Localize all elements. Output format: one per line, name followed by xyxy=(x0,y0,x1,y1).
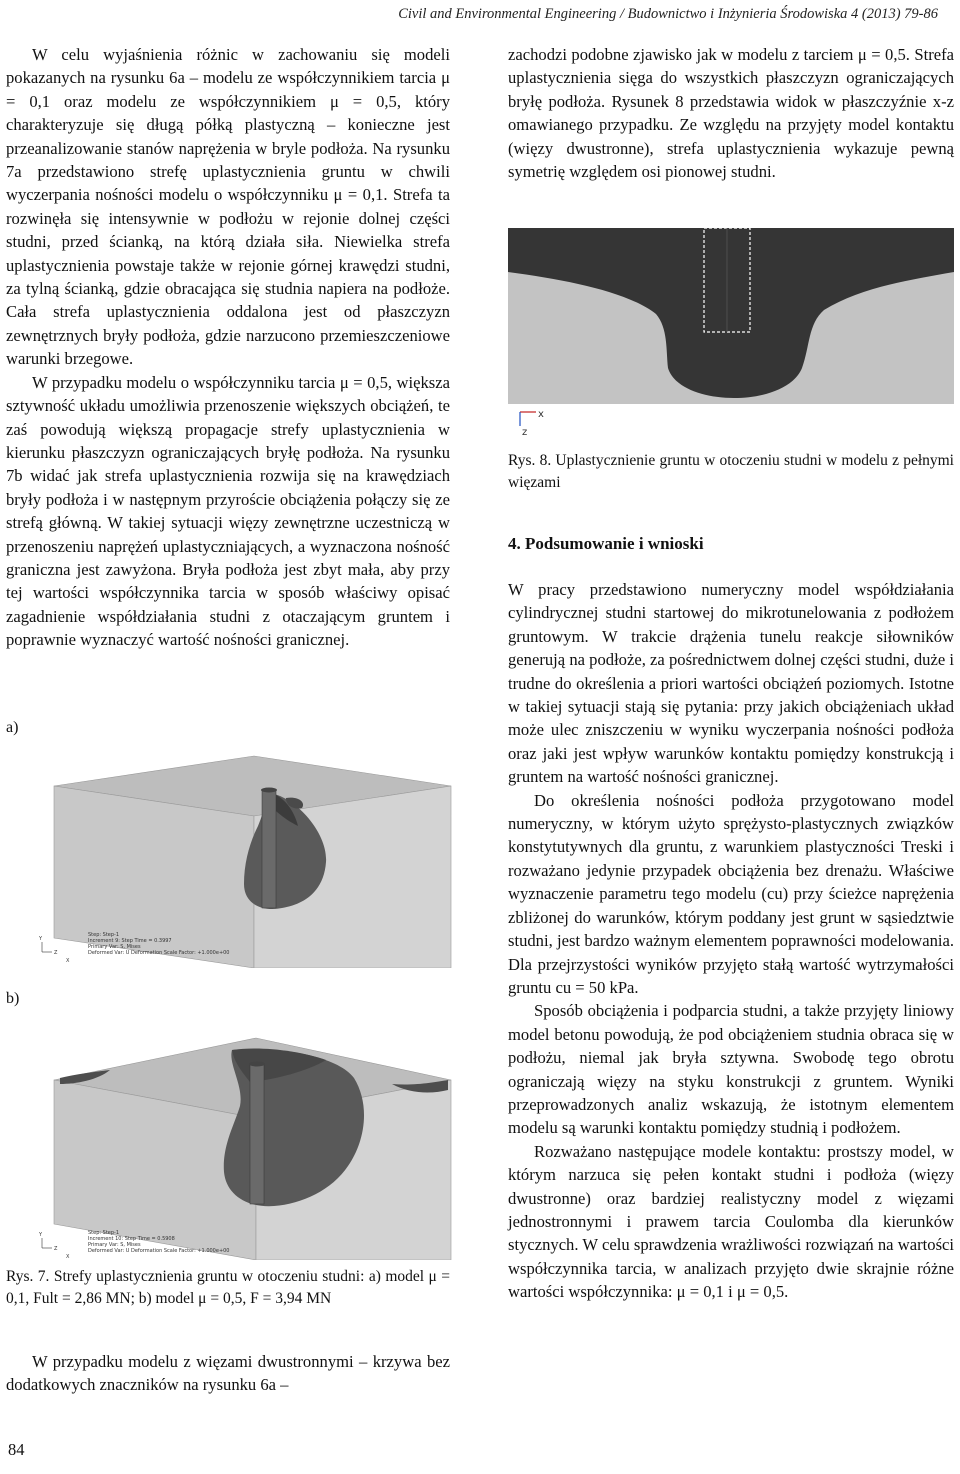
left-column-text xyxy=(6,43,450,652)
journal-header: Civil and Environmental Engineering / Budownictwo i Inżynieria Środowiska 4 (2013) 79-86 xyxy=(398,6,938,22)
figure-7-caption: Rys. 7. Strefy uplastycznienia gruntu w otoczeniu studni: a) model μ = 0,1, Fult = 2,86 MN; b) model μ = 0,5, F = 3,94 MN xyxy=(6,1268,450,1307)
svg-text:Step: Step-1: Step: Step-1 xyxy=(88,932,120,938)
page-number: 84 xyxy=(8,1440,25,1459)
svg-text:Deformed Var: U Deformation S: Deformed Var: U Deformation Scale Factor: +1.000e+00 xyxy=(88,1248,230,1254)
svg-text:Z: Z xyxy=(54,950,58,956)
svg-text:X: X xyxy=(66,958,70,964)
svg-text:Y: Y xyxy=(39,936,43,942)
paragraph: Do określenia nośności podłoża przygotowano model numeryczny, w którym użyto sprężysto-plastycznych związków konstytutywnych dla gruntu, z warunkiem plastyczności Treski i rozważano jedynie przypadek obciążenia bez drenażu. Właściwe wyznaczenie parametru tego modelu (cu) przy ścieżce naprężenia zbliżonej do warunków, którym poddany jest grunt w sąsiedztwie studni, jest bardzo ważnym elementem poprawności modelowania. Dla przejrzystości wyników przyjęto stałą wartość wytrzymałości gruntu cu = 50 kPa. xyxy=(508,790,954,997)
paragraph: W przypadku modelu o współczynniku tarcia μ = 0,5, większa sztywność układu umożliwia przenoszenie większych obciążeń, te zaś powodują większą propagacje strefy uplastycznienia w kierunku płaszczyzn ograniczających bryłę podłoża. Na rysunku 7b widać jak strefa uplastycznienia rozwija się na krawędziach bryły podłoża i w następnym przyroście obciążenia połączy się ze strefą główną. W takiej sytuacji więzy zewnętrzne uczestniczą w przenoszeniu naprężeń uplastyczniających, a wyznaczona nośność graniczna jest zawyżona. Bryła podłoża jest zbyt mała, aby przy tej wartości współczynnika tarcia w sposób właściwy opisać zagadnienie współdziałania studni z otaczającym gruntem i poprawnie wyznaczyć wartość nośności granicznej. xyxy=(6,372,450,650)
figure-7a-plastic-zone-model xyxy=(36,738,456,968)
svg-text:Deformed Var: U Deformation S: Deformed Var: U Deformation Scale Factor: +1.000e+00 xyxy=(88,950,230,956)
paragraph: W celu wyjaśnienia różnic w zachowaniu się modeli pokazanych na rysunku 6a – modelu ze współczynnikiem tarcia μ = 0,1 oraz modelu ze współczynnikiem μ = 0,5, który charakteryzuje się długą półką plastyczną – konieczne jest przeanalizowanie stanów naprężenia w bryle podłoża. Na rysunku 7a przedstawiono strefę uplastycznienia gruntu w chwili wyczerpania nośności modelu o współczynniku μ = 0,1. Strefa ta rozwinęła się intensywnie w podłożu w rejonie dolnej części studni, przed ścianką, na którą działa siła. Niewielka strefa uplastycznienia powstaje także w rejonie górnej krawędzi studni, za tylną ścianką, gdzie obracająca się studnia napiera na podłoże. Cała strefa uplastycznienia oddalona jest od płaszczyzn zewnętrznych bryły podłoża, gdzie narzucono przemieszczeniowe warunki brzegowe. xyxy=(6,45,450,369)
svg-text:Increment 9: Step Time = 0.399: Increment 9: Step Time = 0.3997 xyxy=(88,938,172,944)
shaft xyxy=(250,1064,264,1204)
svg-text:Step: Step-1: Step: Step-1 xyxy=(88,1230,120,1236)
shaft xyxy=(262,790,276,908)
paragraph: W pracy przedstawiono numeryczny model współdziałania cylindrycznej studni startowej do mikrotunelowania z podłożem gruntowym. W trakcie drążenia tunelu reakcje siłowników generują na podłoże, za pośrednictwem dolnej części studni, duże i trudne do określenia a priori wartości obciążeń poziomych. Istotne w takiej sytuacji stają się pytania: przy jakich obciążeniach układ może ulec zniszczeniu w wyniku wyczerpania nośności podłoża oraz jaki jest wpływ warunków kontaktu pomiędzy konstrukcją i gruntem na wartość nośności granicznej. xyxy=(508,580,954,787)
svg-text:Primary Var: S, Mises: Primary Var: S, Mises xyxy=(88,944,141,950)
paragraph: W przypadku modelu z więzami dwustronnymi – krzywa bez dodatkowych znaczników na rysunku 6a – xyxy=(6,1352,450,1395)
svg-text:Increment 10: Step Time = 0.59: Increment 10: Step Time = 0.5908 xyxy=(88,1236,175,1242)
right-column-body-text xyxy=(508,578,954,1304)
left-column-bottom-text xyxy=(6,1350,450,1397)
svg-text:Primary Var: S, Mises: Primary Var: S, Mises xyxy=(88,1242,141,1248)
figure-7b-label: b) xyxy=(6,990,20,1007)
figure-7b-plastic-zone-model xyxy=(36,1024,456,1260)
svg-text:z: z xyxy=(522,427,528,438)
right-column-top-text xyxy=(508,43,954,183)
paragraph: Sposób obciążenia i podparcia studni, a także przyjęty liniowy model betonu powodują, że pod obciążeniem studnia obraca się w podłożu, niemal jak bryła sztywna. Swobodę tego obrotu ograniczają więzy na styku konstrukcji z gruntem. Wyniki przeprowadzonych analiz wskazują, że istotnym elementem modelu są warunki kontaktu pomiędzy studnią i podłożem. xyxy=(508,1001,954,1138)
svg-text:Z: Z xyxy=(54,1246,58,1252)
svg-text:Y: Y xyxy=(39,1232,43,1238)
section-title: 4. Podsumowanie i wnioski xyxy=(508,534,704,553)
figure-7a-label: a) xyxy=(6,719,19,736)
figure-8-caption: Rys. 8. Uplastycznienie gruntu w otoczeniu studni w modelu z pełnymi więzami xyxy=(508,452,954,491)
svg-text:X: X xyxy=(66,1254,70,1260)
paragraph: Rozważano następujące modele kontaktu: prostszy model, w którym narzuca się pełen kontakt studni i podłoża (więzy dwustronne) oraz bardziej realistyczny model z więzami jednostronnymi i prawem tarcia Coulomba dla kierunków stycznych. W celu sprawdzenia wrażliwości rozwiązań na wartości współczynnika tarcia, w analizach przyjęto dwie skrajnie różne wartości współczynnika: μ = 0,1 i μ = 0,5. xyxy=(508,1141,954,1302)
figure-8-xz-plane-view xyxy=(508,228,954,440)
paragraph: zachodzi podobne zjawisko jak w modelu z tarciem μ = 0,5. Strefa uplastycznienia sięga do wszystkich płaszczyzn ograniczających bryłę podłoża. Rysunek 8 przedstawia widok w płaszczyźnie x-z omawianego przypadku. Ze względu na przyjęty model kontaktu (więzy dwustronne), strefa uplastycznienia wykazuje pewną symetrię względem osi pionowej studni. xyxy=(508,45,954,182)
svg-text:x: x xyxy=(538,409,544,420)
